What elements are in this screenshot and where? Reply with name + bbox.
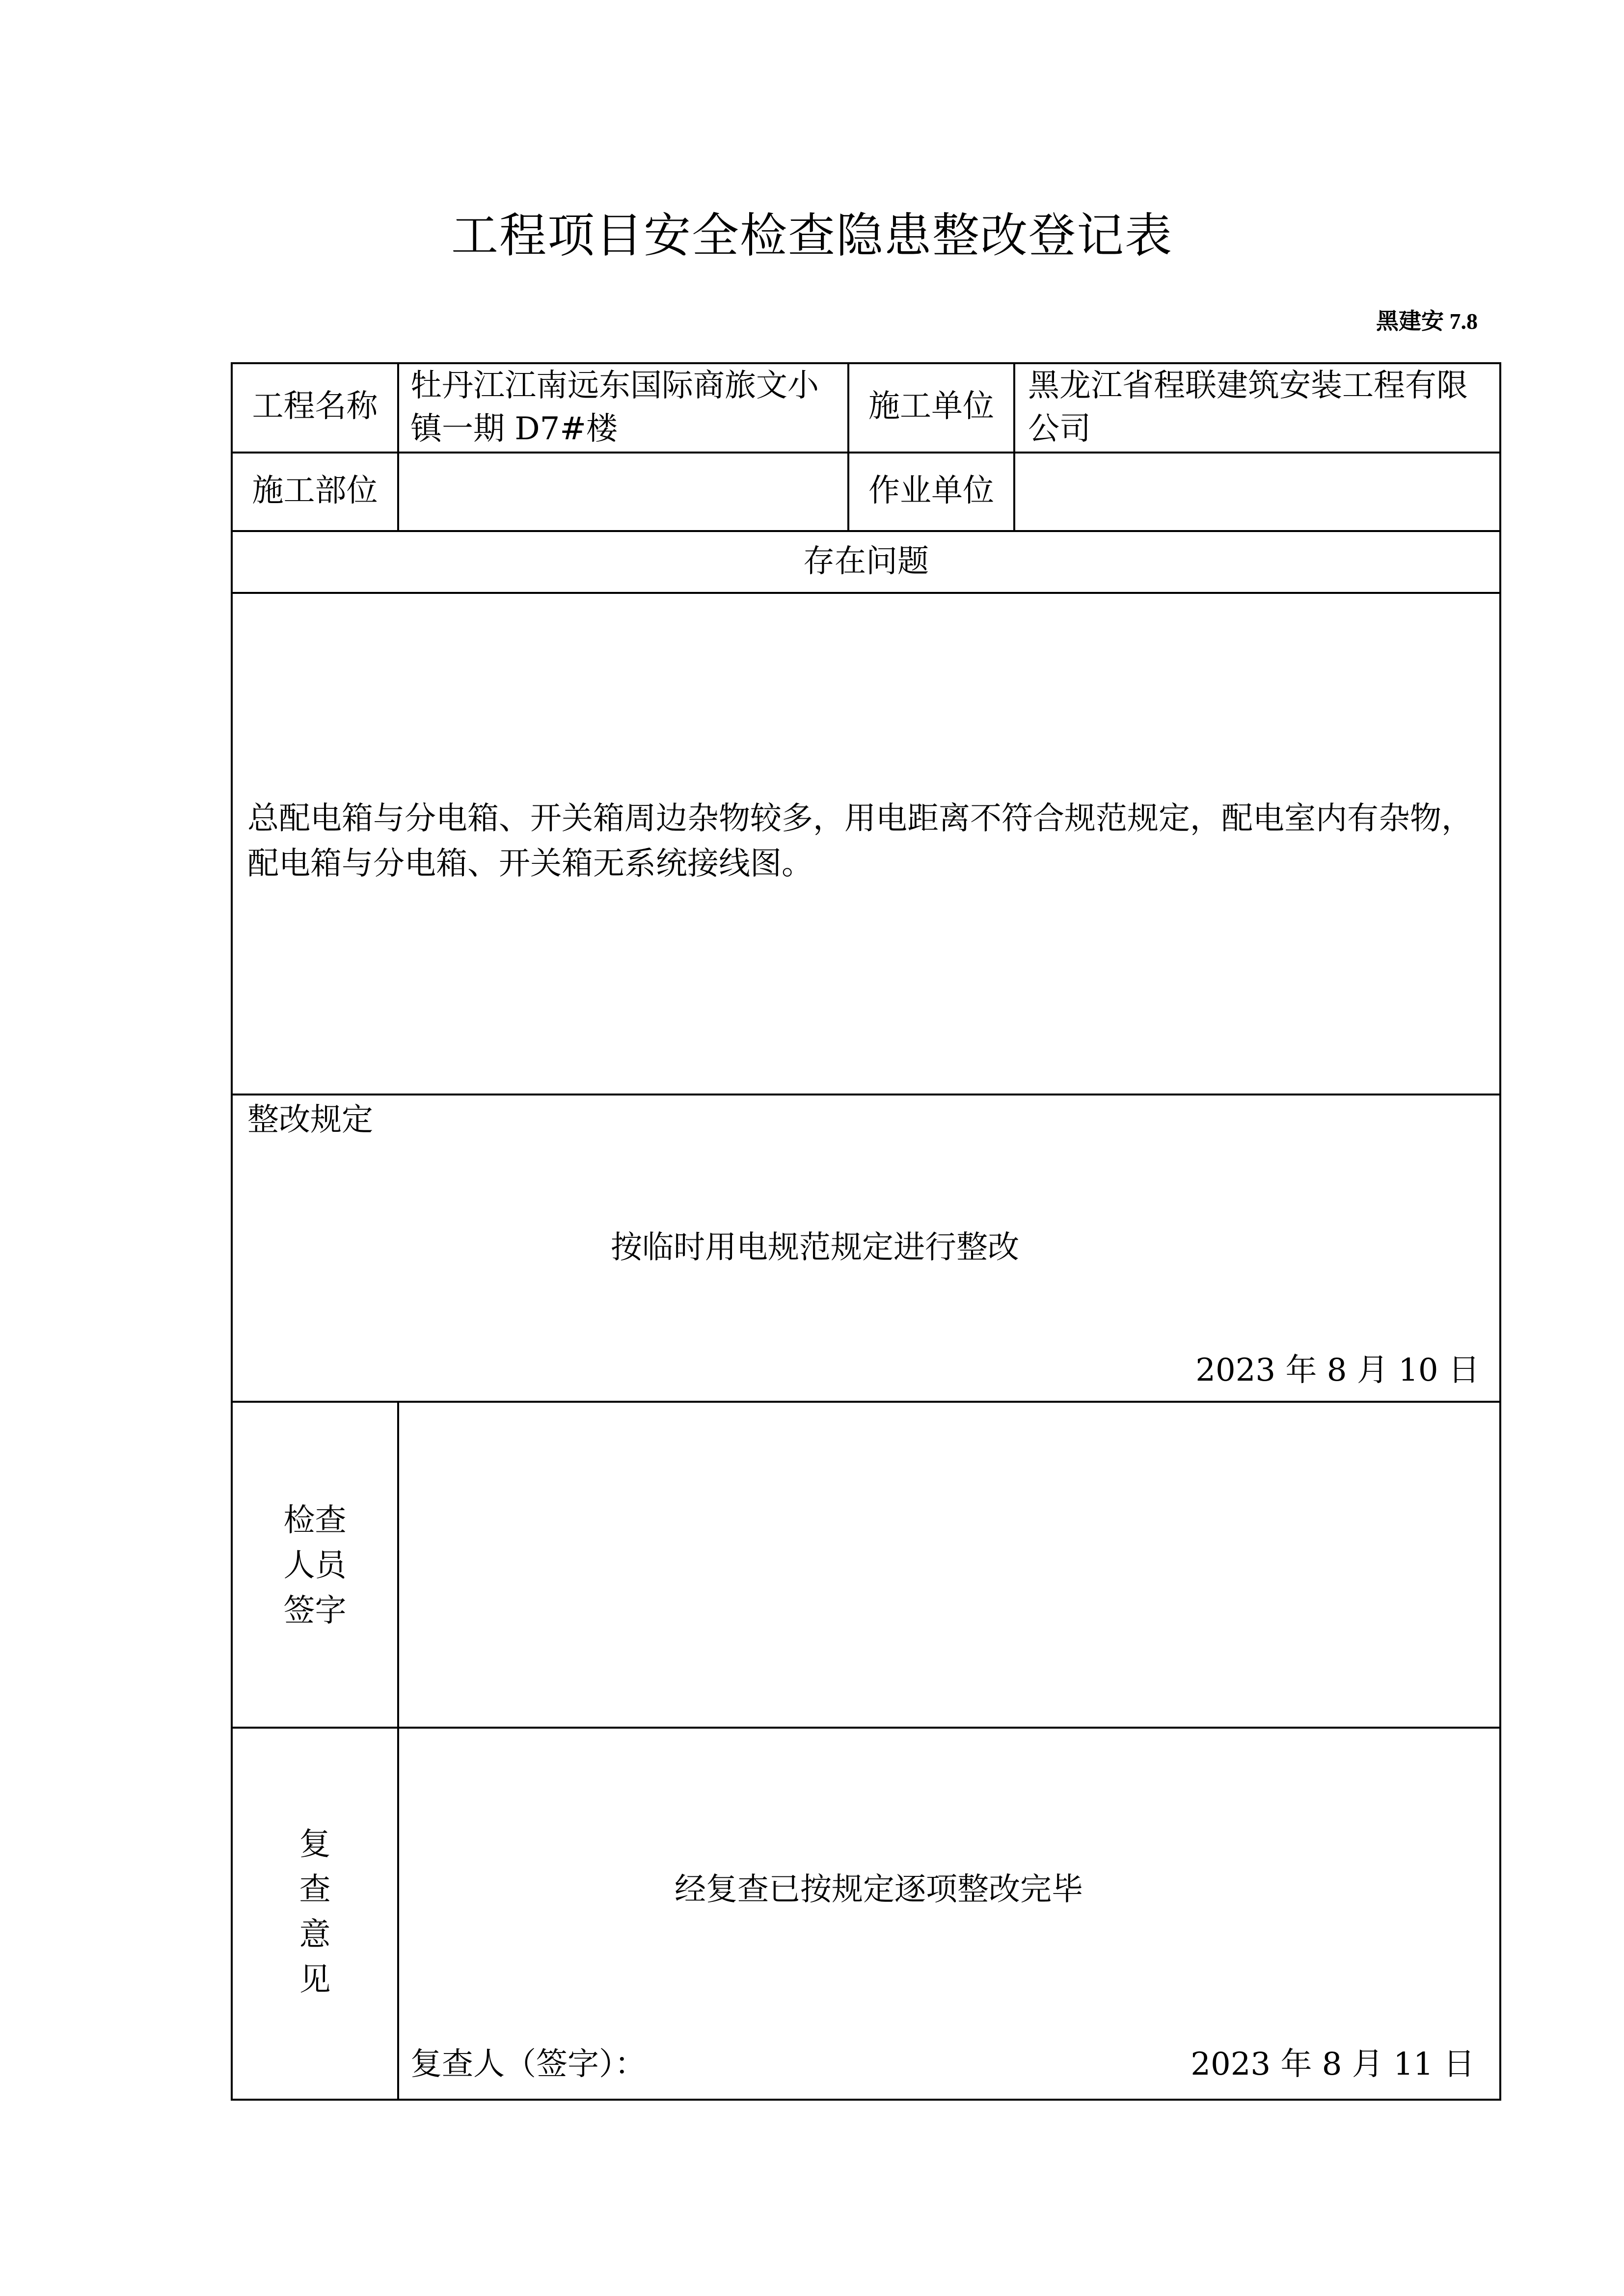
row-divider	[233, 592, 1499, 594]
review-label-char: 意	[299, 1917, 331, 1953]
contractor-value: 黑龙江省程联建筑安装工程有限公司	[1028, 368, 1468, 447]
column-divider	[397, 364, 399, 530]
review-date: 2023 年 8 月 11 日	[1191, 2046, 1475, 2082]
location-label: 施工部位	[252, 473, 378, 509]
inspection-form-table	[231, 362, 1501, 2101]
issues-heading: 存在问题	[803, 543, 929, 580]
document-title: 工程项目安全检查隐患整改登记表	[451, 208, 1173, 263]
review-label-char: 复	[299, 1826, 331, 1863]
project-name-value: 牡丹江江南远东国际商旅文小镇一期 D7#楼	[410, 368, 819, 447]
row-divider	[233, 1401, 1499, 1403]
issues-text: 总配电箱与分电箱、开关箱周边杂物较多，用电距离不符合规范规定，配电室内有杂物，配电箱与分电箱、开关箱无系统接线图。	[247, 801, 1473, 882]
reviewer-signature-label: 复查人（签字）：	[410, 2046, 646, 2082]
rectification-date: 2023 年 8 月 10 日	[1195, 1352, 1480, 1388]
row-divider	[233, 530, 1499, 532]
inspector-label-line: 签字	[283, 1593, 347, 1629]
rectification-heading: 整改规定	[247, 1102, 373, 1138]
inspector-label-line: 检查	[283, 1502, 347, 1539]
contractor-label: 施工单位	[868, 388, 994, 425]
inspector-label	[233, 1498, 397, 1633]
project-name-label: 工程名称	[252, 388, 378, 425]
review-label	[233, 1822, 397, 2002]
review-opinion: 经复查已按规定逐项整改完毕	[675, 1871, 1083, 1908]
column-divider	[397, 1401, 399, 2101]
row-divider	[233, 1094, 1499, 1095]
row-divider	[233, 452, 1499, 454]
column-divider	[1013, 364, 1015, 530]
row-divider	[233, 1727, 1499, 1729]
review-label-char: 查	[299, 1871, 331, 1908]
form-code: 黑建安 7.8	[1376, 309, 1478, 334]
rectification-text: 按临时用电规范规定进行整改	[611, 1229, 1019, 1266]
operating-unit-label: 作业单位	[868, 473, 994, 509]
review-label-char: 见	[299, 1962, 331, 1998]
inspector-label-line: 人员	[283, 1548, 347, 1584]
